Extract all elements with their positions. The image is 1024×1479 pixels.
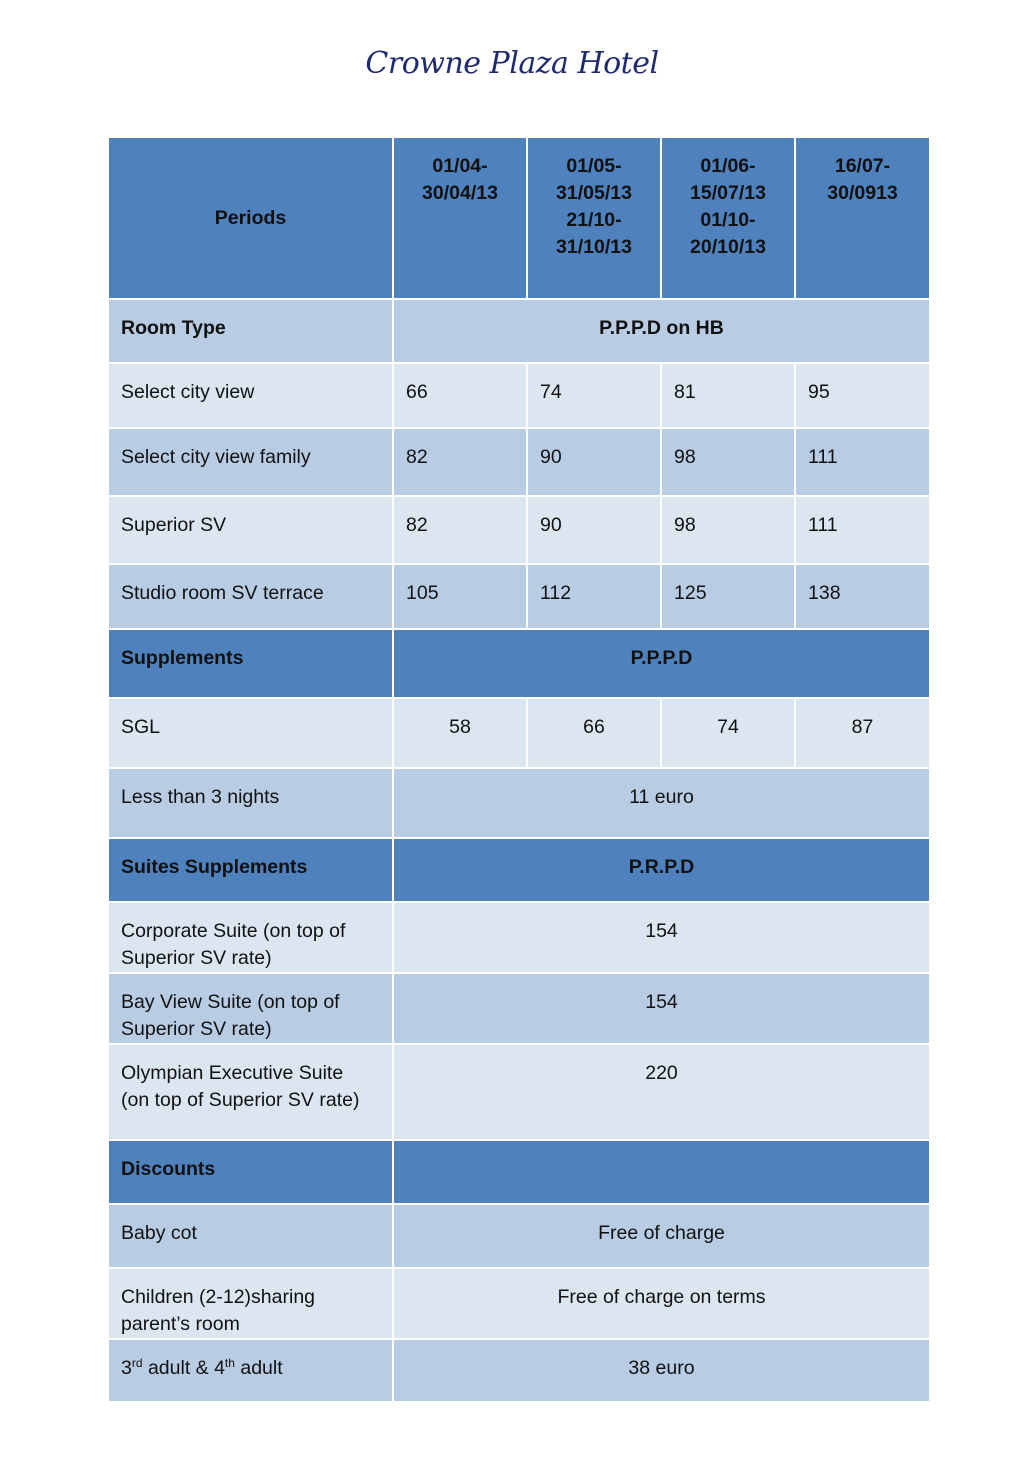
period-4: 16/07- 30/0913 xyxy=(795,137,930,299)
price-cell: 90 xyxy=(527,428,661,496)
periods-header-row xyxy=(108,137,930,299)
suite-value: 220 xyxy=(393,1044,930,1140)
suite-name: Bay View Suite (on top of Superior SV rate) xyxy=(108,973,393,1044)
table-row xyxy=(108,428,930,496)
discounts-basis xyxy=(393,1140,930,1204)
supplement-name: Less than 3 nights xyxy=(108,768,393,838)
supplements-header-row xyxy=(108,629,930,698)
discount-name: Baby cot xyxy=(108,1204,393,1268)
period-2: 01/05- 31/05/13 21/10- 31/10/13 xyxy=(527,137,661,299)
price-cell: 95 xyxy=(795,363,930,428)
supplement-value: 11 euro xyxy=(393,768,930,838)
price-cell: 66 xyxy=(393,363,527,428)
price-cell: 82 xyxy=(393,428,527,496)
room-name: Select city view xyxy=(108,363,393,428)
price-cell: 111 xyxy=(795,428,930,496)
price-cell: 125 xyxy=(661,564,795,629)
table-row xyxy=(108,496,930,564)
price-cell: 66 xyxy=(527,698,661,768)
price-cell: 82 xyxy=(393,496,527,564)
suites-basis: P.R.P.D xyxy=(393,838,930,902)
price-cell: 74 xyxy=(527,363,661,428)
table-row xyxy=(108,564,930,629)
price-cell: 105 xyxy=(393,564,527,629)
table-row xyxy=(108,1268,930,1339)
suite-value: 154 xyxy=(393,973,930,1044)
room-type-label: Room Type xyxy=(108,299,393,363)
period-3: 01/06- 15/07/13 01/10- 20/10/13 xyxy=(661,137,795,299)
discounts-header-row xyxy=(108,1140,930,1204)
price-cell: 138 xyxy=(795,564,930,629)
room-name: Superior SV xyxy=(108,496,393,564)
price-cell: 87 xyxy=(795,698,930,768)
discount-value: Free of charge on terms xyxy=(393,1268,930,1339)
discount-value: 38 euro xyxy=(393,1339,930,1402)
table-row xyxy=(108,973,930,1044)
hotel-title: Crowne Plaza Hotel xyxy=(365,46,659,81)
price-cell: 74 xyxy=(661,698,795,768)
table-row xyxy=(108,698,930,768)
room-name: Select city view family xyxy=(108,428,393,496)
supplements-label: Supplements xyxy=(108,629,393,698)
price-cell: 81 xyxy=(661,363,795,428)
price-cell: 98 xyxy=(661,428,795,496)
room-type-row xyxy=(108,299,930,363)
discount-value: Free of charge xyxy=(393,1204,930,1268)
suites-label: Suites Supplements xyxy=(108,838,393,902)
periods-label: Periods xyxy=(108,137,393,299)
price-cell: 90 xyxy=(527,496,661,564)
suite-name: Corporate Suite (on top of Superior SV rate) xyxy=(108,902,393,973)
price-cell: 58 xyxy=(393,698,527,768)
table-row xyxy=(108,363,930,428)
period-1: 01/04- 30/04/13 xyxy=(393,137,527,299)
price-cell: 111 xyxy=(795,496,930,564)
suite-value: 154 xyxy=(393,902,930,973)
room-type-basis: P.P.P.D on HB xyxy=(393,299,930,363)
room-name: Studio room SV terrace xyxy=(108,564,393,629)
discount-name: Children (2-12)sharing parent’s room xyxy=(108,1268,393,1339)
table-row xyxy=(108,1204,930,1268)
supplements-basis: P.P.P.D xyxy=(393,629,930,698)
price-cell: 98 xyxy=(661,496,795,564)
table-row xyxy=(108,768,930,838)
table-row xyxy=(108,1339,930,1402)
table-row xyxy=(108,1044,930,1140)
price-cell: 112 xyxy=(527,564,661,629)
supplement-name: SGL xyxy=(108,698,393,768)
table-row xyxy=(108,902,930,973)
rates-table xyxy=(107,136,931,1403)
suite-name: Olympian Executive Suite (on top of Superior SV rate) xyxy=(108,1044,393,1140)
discount-name: 3rd adult & 4th adult xyxy=(108,1339,393,1402)
discounts-label: Discounts xyxy=(108,1140,393,1204)
suites-header-row xyxy=(108,838,930,902)
